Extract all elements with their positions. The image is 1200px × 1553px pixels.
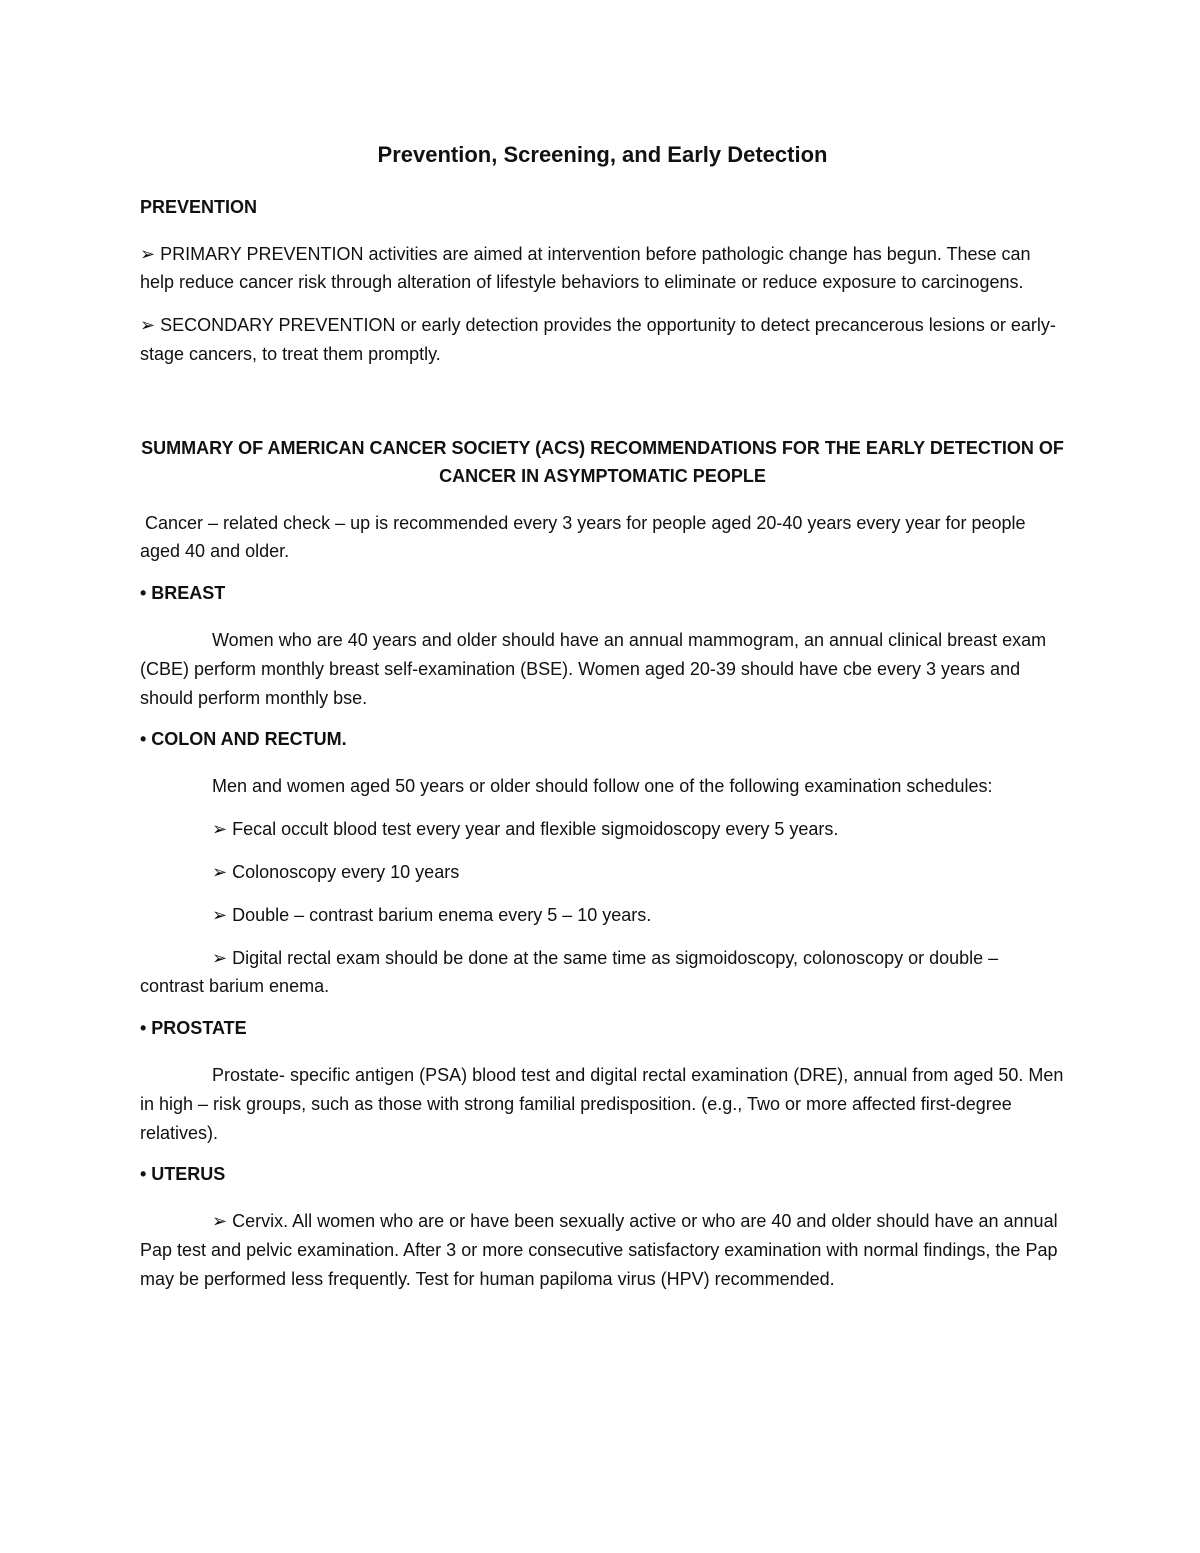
acs-summary-intro: Cancer – related check – up is recommended every 3 years for people aged 20-40 years every year for people aged 40 and older. bbox=[140, 512, 1031, 562]
uterus-heading: • UTERUS bbox=[140, 1164, 226, 1185]
colon-item-barium-enema: ➢ Double – contrast barium enema every 5 – 10 years. bbox=[212, 904, 652, 925]
prostate-paragraph: Prostate- specific antigen (PSA) blood test and digital rectal examination (DRE), annual from aged 50. Men in high – risk groups, such as those with strong familial predisposition. (e.g., Two or more affected first-degree relatives). bbox=[140, 1064, 1064, 1143]
colon-item-colonoscopy: ➢ Colonoscopy every 10 years bbox=[212, 861, 460, 882]
colon-rectum-paragraph: Men and women aged 50 years or older should follow one of the following examination schedules: bbox=[212, 776, 993, 797]
colon-rectum-heading: • COLON AND RECTUM. bbox=[140, 729, 347, 750]
colon-item-digital-rectal-exam: ➢ Digital rectal exam should be done at the same time as sigmoidoscopy, colonoscopy or double – contrast barium enema. bbox=[140, 947, 999, 997]
section-spacer bbox=[140, 383, 1065, 435]
uterus-cervix-paragraph: ➢ Cervix. All women who are or have been sexually active or who are 40 and older should have an annual Pap test and pelvic examination. After 3 or more consecutive satisfactory examination with normal findings, the Pap may be performed less frequently. Test for human papiloma virus (HPV) recommended. bbox=[140, 1211, 1058, 1289]
colon-item-fecal-occult: ➢ Fecal occult blood test every year and flexible sigmoidoscopy every 5 years. bbox=[212, 819, 839, 840]
primary-prevention-paragraph: ➢ PRIMARY PREVENTION activities are aimed at intervention before pathologic change has begun. These can help reduce cancer risk through alteration of lifestyle behaviors to eliminate or reduce exposure to carcinogens. bbox=[140, 243, 1031, 293]
breast-heading: • BREAST bbox=[140, 583, 226, 604]
prevention-heading: PREVENTION bbox=[140, 196, 258, 217]
prostate-heading: • PROSTATE bbox=[140, 1018, 247, 1039]
document-title: Prevention, Screening, and Early Detection bbox=[377, 142, 828, 167]
breast-paragraph: Women who are 40 years and older should have an annual mammogram, an annual clinical breast exam (CBE) perform monthly breast self-examination (BSE). Women aged 20-39 should have cbe every 3 years and should perform monthly bse. bbox=[140, 630, 1047, 708]
acs-summary-heading: SUMMARY OF AMERICAN CANCER SOCIETY (ACS) RECOMMENDATIONS FOR THE EARLY DETECTION OF CANCER IN ASYMPTOMATIC PEOPLE bbox=[141, 437, 1064, 486]
document-page bbox=[140, 140, 1065, 1308]
secondary-prevention-paragraph: ➢ SECONDARY PREVENTION or early detection provides the opportunity to detect precancerous lesions or early- stage cancers, to treat them promptly. bbox=[140, 315, 1056, 364]
